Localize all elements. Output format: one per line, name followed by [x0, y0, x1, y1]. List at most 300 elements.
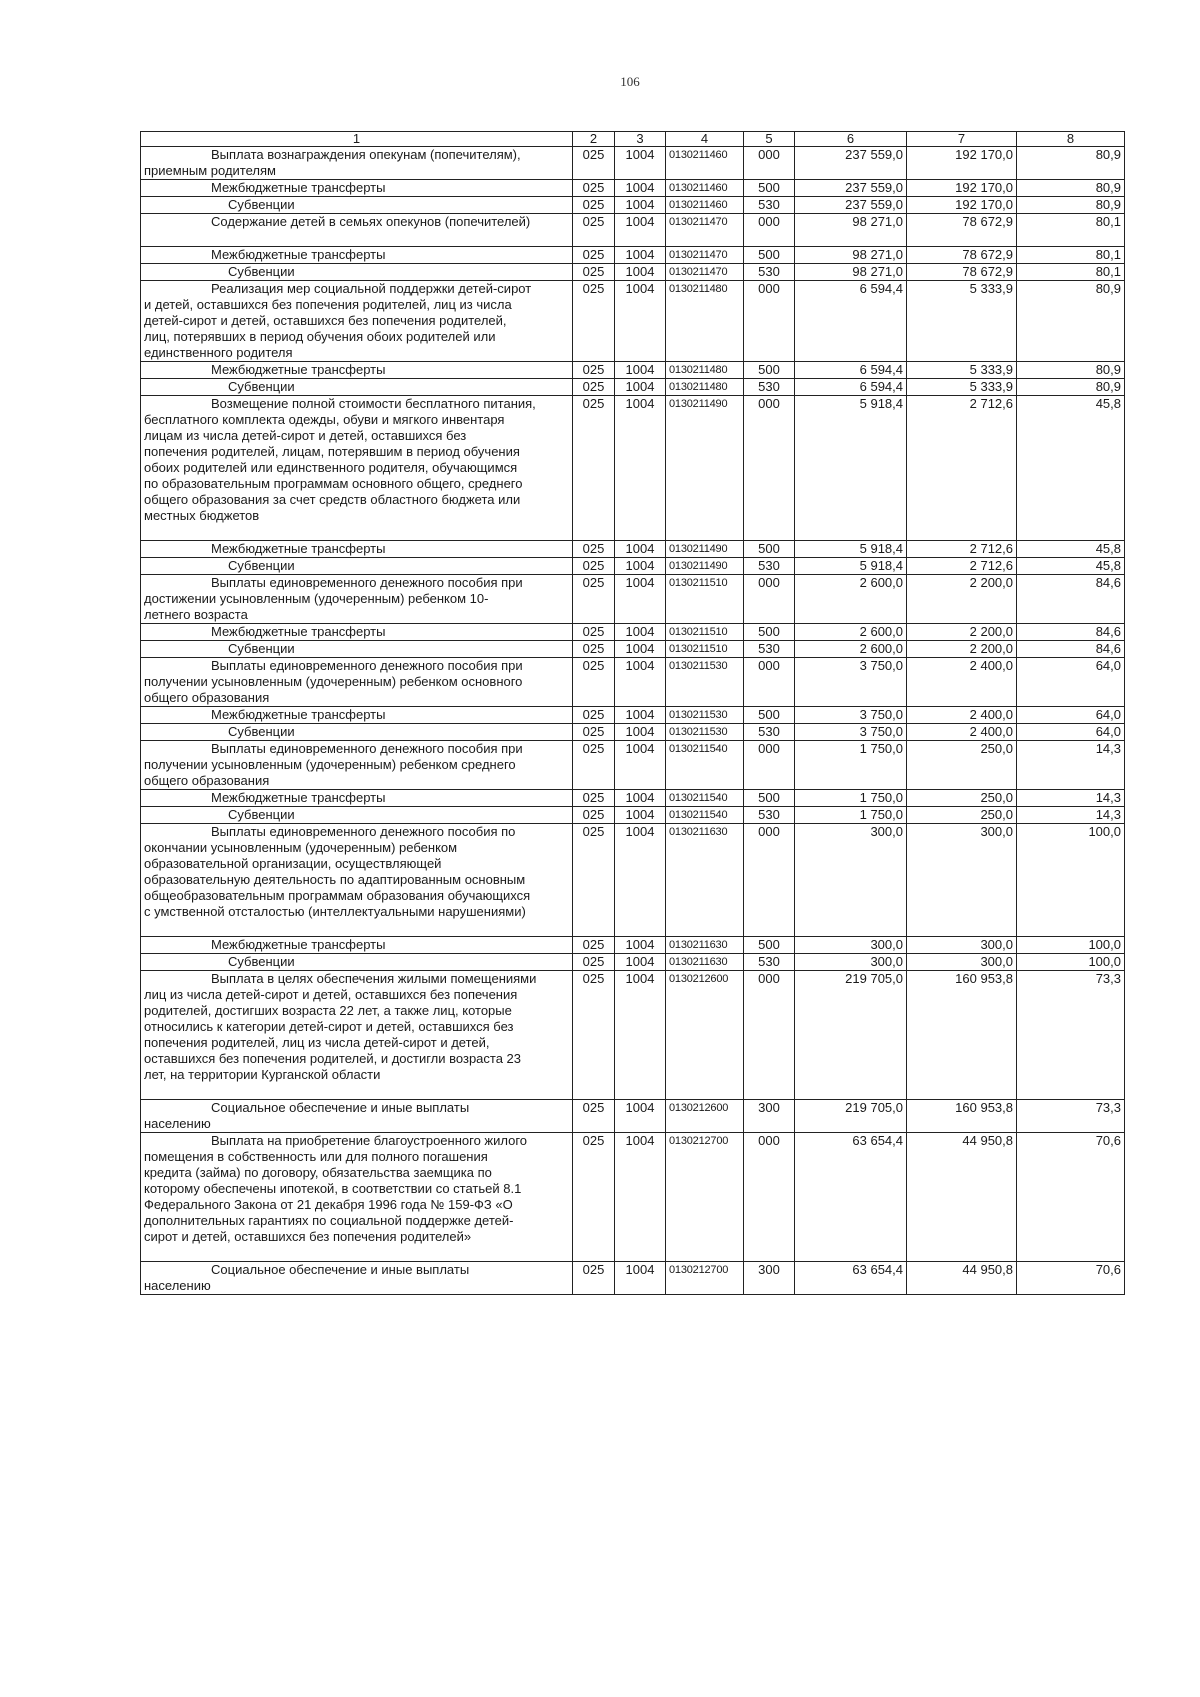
percent-cell: 80,1	[1017, 214, 1125, 247]
description-line: окончании усыновленным (удочеренным) ребенком	[144, 840, 458, 855]
admin-code-cell: 025	[573, 641, 615, 658]
table-row	[141, 658, 1125, 707]
approved-amount-cell: 219 705,0	[795, 1100, 907, 1133]
description-line: Федерального Закона от 21 декабря 1996 года № 159-ФЗ «О	[144, 1197, 513, 1212]
description-line: общего образования	[144, 773, 270, 788]
expense-type-cell: 500	[744, 790, 795, 807]
executed-amount-cell: 2 712,6	[907, 396, 1017, 541]
executed-amount-cell: 160 953,8	[907, 1100, 1017, 1133]
section-code-cell: 1004	[615, 575, 666, 624]
description-line: и детей, оставшихся без попечения родителей, лиц из числа	[144, 297, 512, 312]
table-row	[141, 824, 1125, 937]
table-row	[141, 197, 1125, 214]
description-line: общего образования за счет средств областного бюджета или	[144, 492, 521, 507]
approved-amount-cell: 5 918,4	[795, 541, 907, 558]
expense-type-cell: 530	[744, 558, 795, 575]
executed-amount-cell: 78 672,9	[907, 247, 1017, 264]
description-cell	[141, 790, 573, 807]
description-cell	[141, 558, 573, 575]
description-line: детей-сирот и детей, оставшихся без попечения родителей,	[144, 313, 507, 328]
expense-type-cell: 500	[744, 937, 795, 954]
percent-cell: 73,3	[1017, 971, 1125, 1100]
description-cell	[141, 1100, 573, 1133]
percent-cell: 84,6	[1017, 624, 1125, 641]
target-article-cell: 0130211530	[666, 707, 744, 724]
approved-amount-cell: 300,0	[795, 937, 907, 954]
admin-code-cell: 025	[573, 214, 615, 247]
header-cell-5: 5	[744, 132, 795, 147]
section-code-cell: 1004	[615, 658, 666, 707]
executed-amount-cell: 2 200,0	[907, 624, 1017, 641]
executed-amount-cell: 160 953,8	[907, 971, 1017, 1100]
description-line: помещения в собственность или для полного погашения	[144, 1149, 488, 1164]
admin-code-cell: 025	[573, 624, 615, 641]
target-article-cell: 0130211630	[666, 824, 744, 937]
description-line: Межбюджетные трансферты	[211, 790, 386, 805]
percent-cell: 14,3	[1017, 790, 1125, 807]
table-row	[141, 214, 1125, 247]
description-cell	[141, 247, 573, 264]
admin-code-cell: 025	[573, 971, 615, 1100]
header-cell-6: 6	[795, 132, 907, 147]
executed-amount-cell: 250,0	[907, 741, 1017, 790]
section-code-cell: 1004	[615, 971, 666, 1100]
approved-amount-cell: 6 594,4	[795, 362, 907, 379]
executed-amount-cell: 5 333,9	[907, 281, 1017, 362]
description-line: Межбюджетные трансферты	[211, 707, 386, 722]
description-line: лицам из числа детей-сирот и детей, оставшихся без	[144, 428, 467, 443]
approved-amount-cell: 6 594,4	[795, 281, 907, 362]
percent-cell: 80,9	[1017, 197, 1125, 214]
section-code-cell: 1004	[615, 281, 666, 362]
admin-code-cell: 025	[573, 658, 615, 707]
executed-amount-cell: 192 170,0	[907, 197, 1017, 214]
table-row	[141, 624, 1125, 641]
target-article-cell: 0130212700	[666, 1262, 744, 1295]
description-line: образовательную деятельность по адаптированным основным	[144, 872, 526, 887]
target-article-cell: 0130212600	[666, 1100, 744, 1133]
executed-amount-cell: 2 712,6	[907, 558, 1017, 575]
description-line: единственного родителя	[144, 345, 293, 360]
approved-amount-cell: 6 594,4	[795, 379, 907, 396]
description-line: населению	[144, 1278, 211, 1293]
description-cell	[141, 707, 573, 724]
table-row	[141, 264, 1125, 281]
percent-cell: 80,1	[1017, 264, 1125, 281]
percent-cell: 45,8	[1017, 541, 1125, 558]
expense-type-cell: 530	[744, 641, 795, 658]
description-cell	[141, 658, 573, 707]
table-row	[141, 575, 1125, 624]
description-cell	[141, 954, 573, 971]
section-code-cell: 1004	[615, 624, 666, 641]
budget-table	[140, 131, 1125, 1295]
executed-amount-cell: 78 672,9	[907, 264, 1017, 281]
section-code-cell: 1004	[615, 264, 666, 281]
target-article-cell: 0130211530	[666, 658, 744, 707]
percent-cell: 84,6	[1017, 575, 1125, 624]
description-line: Межбюджетные трансферты	[211, 937, 386, 952]
description-line: Выплаты единовременного денежного пособия при	[211, 741, 523, 756]
description-line: родителей, достигших возраста 22 лет, а также лиц, которые	[144, 1003, 512, 1018]
approved-amount-cell: 5 918,4	[795, 396, 907, 541]
executed-amount-cell: 2 400,0	[907, 724, 1017, 741]
section-code-cell: 1004	[615, 396, 666, 541]
expense-type-cell: 530	[744, 954, 795, 971]
target-article-cell: 0130211510	[666, 575, 744, 624]
description-line: с умственной отсталостью (интеллектуальными нарушениями)	[144, 904, 526, 919]
target-article-cell: 0130211470	[666, 264, 744, 281]
admin-code-cell: 025	[573, 1262, 615, 1295]
description-line: дополнительных гарантиях по социальной поддержке детей-	[144, 1213, 514, 1228]
executed-amount-cell: 192 170,0	[907, 180, 1017, 197]
expense-type-cell: 500	[744, 247, 795, 264]
description-cell	[141, 197, 573, 214]
percent-cell: 14,3	[1017, 741, 1125, 790]
percent-cell: 80,9	[1017, 362, 1125, 379]
target-article-cell: 0130211480	[666, 362, 744, 379]
description-line: кредита (займа) по договору, обязательства заемщика по	[144, 1165, 492, 1180]
description-line: получении усыновленным (удочеренным) ребенком основного	[144, 674, 523, 689]
executed-amount-cell: 300,0	[907, 954, 1017, 971]
description-line: Субвенции	[228, 954, 295, 969]
percent-cell: 80,9	[1017, 147, 1125, 180]
percent-cell: 80,9	[1017, 180, 1125, 197]
table-row	[141, 790, 1125, 807]
approved-amount-cell: 98 271,0	[795, 214, 907, 247]
section-code-cell: 1004	[615, 1133, 666, 1262]
executed-amount-cell: 2 400,0	[907, 707, 1017, 724]
section-code-cell: 1004	[615, 724, 666, 741]
description-cell	[141, 741, 573, 790]
approved-amount-cell: 300,0	[795, 824, 907, 937]
description-line: лет, на территории Курганской области	[144, 1067, 381, 1082]
executed-amount-cell: 300,0	[907, 824, 1017, 937]
admin-code-cell: 025	[573, 247, 615, 264]
approved-amount-cell: 219 705,0	[795, 971, 907, 1100]
section-code-cell: 1004	[615, 641, 666, 658]
target-article-cell: 0130211460	[666, 147, 744, 180]
admin-code-cell: 025	[573, 558, 615, 575]
percent-cell: 45,8	[1017, 558, 1125, 575]
table-row	[141, 247, 1125, 264]
description-cell	[141, 180, 573, 197]
section-code-cell: 1004	[615, 790, 666, 807]
percent-cell: 70,6	[1017, 1262, 1125, 1295]
target-article-cell: 0130211540	[666, 741, 744, 790]
target-article-cell: 0130211460	[666, 197, 744, 214]
description-line: летнего возраста	[144, 607, 248, 622]
approved-amount-cell: 1 750,0	[795, 790, 907, 807]
target-article-cell: 0130212700	[666, 1133, 744, 1262]
description-cell	[141, 396, 573, 541]
admin-code-cell: 025	[573, 379, 615, 396]
header-cell-2: 2	[573, 132, 615, 147]
description-cell	[141, 937, 573, 954]
description-line: относились к категории детей-сирот и детей, оставшихся без	[144, 1019, 514, 1034]
description-cell	[141, 362, 573, 379]
table-row	[141, 807, 1125, 824]
expense-type-cell: 000	[744, 214, 795, 247]
approved-amount-cell: 237 559,0	[795, 180, 907, 197]
expense-type-cell: 300	[744, 1262, 795, 1295]
expense-type-cell: 500	[744, 362, 795, 379]
description-line: Выплата вознаграждения опекунам (попечителям),	[211, 147, 521, 162]
expense-type-cell: 300	[744, 1100, 795, 1133]
admin-code-cell: 025	[573, 396, 615, 541]
expense-type-cell: 000	[744, 281, 795, 362]
target-article-cell: 0130211490	[666, 396, 744, 541]
description-line: обоих родителей или единственного родителя, обучающимся	[144, 460, 518, 475]
section-code-cell: 1004	[615, 1262, 666, 1295]
admin-code-cell: 025	[573, 1100, 615, 1133]
percent-cell: 45,8	[1017, 396, 1125, 541]
executed-amount-cell: 300,0	[907, 937, 1017, 954]
executed-amount-cell: 192 170,0	[907, 147, 1017, 180]
description-cell	[141, 575, 573, 624]
percent-cell: 100,0	[1017, 937, 1125, 954]
section-code-cell: 1004	[615, 1100, 666, 1133]
admin-code-cell: 025	[573, 197, 615, 214]
section-code-cell: 1004	[615, 214, 666, 247]
approved-amount-cell: 98 271,0	[795, 247, 907, 264]
executed-amount-cell: 2 200,0	[907, 575, 1017, 624]
table-row	[141, 724, 1125, 741]
description-line: общеобразовательным программам образования обучающихся	[144, 888, 531, 903]
description-line: Межбюджетные трансферты	[211, 624, 386, 639]
description-line: Межбюджетные трансферты	[211, 180, 386, 195]
approved-amount-cell: 300,0	[795, 954, 907, 971]
expense-type-cell: 530	[744, 807, 795, 824]
percent-cell: 73,3	[1017, 1100, 1125, 1133]
description-line: по образовательным программам основного общего, среднего	[144, 476, 523, 491]
target-article-cell: 0130211540	[666, 790, 744, 807]
target-article-cell: 0130211460	[666, 180, 744, 197]
target-article-cell: 0130211480	[666, 281, 744, 362]
admin-code-cell: 025	[573, 724, 615, 741]
target-article-cell: 0130211630	[666, 937, 744, 954]
table-row	[141, 180, 1125, 197]
table-row	[141, 707, 1125, 724]
section-code-cell: 1004	[615, 558, 666, 575]
description-line: общего образования	[144, 690, 270, 705]
description-line: достижении усыновленным (удочеренным) ребенком 10-	[144, 591, 489, 606]
percent-cell: 84,6	[1017, 641, 1125, 658]
admin-code-cell: 025	[573, 937, 615, 954]
expense-type-cell: 530	[744, 197, 795, 214]
expense-type-cell: 500	[744, 624, 795, 641]
header-cell-1: 1	[141, 132, 573, 147]
description-line: Выплаты единовременного денежного пособия по	[211, 824, 516, 839]
description-line: Возмещение полной стоимости бесплатного питания,	[211, 396, 536, 411]
table-row	[141, 1262, 1125, 1295]
expense-type-cell: 000	[744, 575, 795, 624]
description-line: Субвенции	[228, 264, 295, 279]
table-row	[141, 281, 1125, 362]
table-row	[141, 937, 1125, 954]
page-number: 106	[620, 74, 640, 89]
admin-code-cell: 025	[573, 807, 615, 824]
description-line: приемным родителям	[144, 163, 276, 178]
expense-type-cell: 000	[744, 147, 795, 180]
description-line: Субвенции	[228, 807, 295, 822]
section-code-cell: 1004	[615, 362, 666, 379]
description-line: Выплата в целях обеспечения жилыми помещениями	[211, 971, 537, 986]
percent-cell: 64,0	[1017, 658, 1125, 707]
description-cell	[141, 971, 573, 1100]
description-line: Субвенции	[228, 379, 295, 394]
expense-type-cell: 000	[744, 741, 795, 790]
table-row	[141, 379, 1125, 396]
admin-code-cell: 025	[573, 281, 615, 362]
description-line: лиц, потерявших в период обучения обоих родителей или	[144, 329, 496, 344]
expense-type-cell: 500	[744, 541, 795, 558]
percent-cell: 80,1	[1017, 247, 1125, 264]
section-code-cell: 1004	[615, 247, 666, 264]
description-line: Субвенции	[228, 641, 295, 656]
target-article-cell: 0130211530	[666, 724, 744, 741]
description-cell	[141, 724, 573, 741]
approved-amount-cell: 2 600,0	[795, 641, 907, 658]
percent-cell: 70,6	[1017, 1133, 1125, 1262]
description-cell	[141, 807, 573, 824]
description-cell	[141, 1262, 573, 1295]
target-article-cell: 0130212600	[666, 971, 744, 1100]
target-article-cell: 0130211490	[666, 558, 744, 575]
header-cell-7: 7	[907, 132, 1017, 147]
table-row	[141, 954, 1125, 971]
expense-type-cell: 500	[744, 180, 795, 197]
approved-amount-cell: 3 750,0	[795, 658, 907, 707]
table-row	[141, 641, 1125, 658]
table-row	[141, 1133, 1125, 1262]
table-row	[141, 396, 1125, 541]
description-line: попечения родителей, лицам, потерявшим в период обучения	[144, 444, 520, 459]
description-cell	[141, 147, 573, 180]
target-article-cell: 0130211540	[666, 807, 744, 824]
admin-code-cell: 025	[573, 741, 615, 790]
description-line: Реализация мер социальной поддержки детей-сирот	[211, 281, 532, 296]
description-line: Межбюджетные трансферты	[211, 362, 386, 377]
description-line: Выплата на приобретение благоустроенного жилого	[211, 1133, 528, 1148]
approved-amount-cell: 98 271,0	[795, 264, 907, 281]
header-cell-3: 3	[615, 132, 666, 147]
admin-code-cell: 025	[573, 541, 615, 558]
approved-amount-cell: 237 559,0	[795, 147, 907, 180]
description-cell	[141, 641, 573, 658]
description-cell	[141, 264, 573, 281]
executed-amount-cell: 78 672,9	[907, 214, 1017, 247]
description-line: попечения родителей, лиц из числа детей-сирот и детей,	[144, 1035, 490, 1050]
description-cell	[141, 379, 573, 396]
section-code-cell: 1004	[615, 937, 666, 954]
expense-type-cell: 530	[744, 379, 795, 396]
admin-code-cell: 025	[573, 264, 615, 281]
description-line: бесплатного комплекта одежды, обуви и мягкого инвентаря	[144, 412, 505, 427]
target-article-cell: 0130211470	[666, 214, 744, 247]
percent-cell: 80,9	[1017, 281, 1125, 362]
section-code-cell: 1004	[615, 807, 666, 824]
target-article-cell: 0130211630	[666, 954, 744, 971]
table-row	[141, 1100, 1125, 1133]
description-cell	[141, 1133, 573, 1262]
description-cell	[141, 624, 573, 641]
description-line: Выплаты единовременного денежного пособия при	[211, 658, 523, 673]
table-row	[141, 362, 1125, 379]
description-line: Субвенции	[228, 558, 295, 573]
percent-cell: 80,9	[1017, 379, 1125, 396]
description-line: Социальное обеспечение и иные выплаты	[211, 1262, 470, 1277]
description-line: Субвенции	[228, 724, 295, 739]
admin-code-cell: 025	[573, 575, 615, 624]
admin-code-cell: 025	[573, 824, 615, 937]
approved-amount-cell: 63 654,4	[795, 1262, 907, 1295]
executed-amount-cell: 250,0	[907, 807, 1017, 824]
description-line: лиц из числа детей-сирот и детей, оставшихся без попечения	[144, 987, 518, 1002]
percent-cell: 100,0	[1017, 824, 1125, 937]
section-code-cell: 1004	[615, 197, 666, 214]
table-row	[141, 558, 1125, 575]
target-article-cell: 0130211510	[666, 641, 744, 658]
executed-amount-cell: 2 712,6	[907, 541, 1017, 558]
description-line: образовательной организации, осуществляющей	[144, 856, 442, 871]
admin-code-cell: 025	[573, 707, 615, 724]
target-article-cell: 0130211490	[666, 541, 744, 558]
approved-amount-cell: 3 750,0	[795, 724, 907, 741]
table-row	[141, 971, 1125, 1100]
executed-amount-cell: 44 950,8	[907, 1133, 1017, 1262]
expense-type-cell: 530	[744, 724, 795, 741]
admin-code-cell: 025	[573, 147, 615, 180]
approved-amount-cell: 2 600,0	[795, 624, 907, 641]
description-cell	[141, 281, 573, 362]
expense-type-cell: 000	[744, 658, 795, 707]
section-code-cell: 1004	[615, 707, 666, 724]
executed-amount-cell: 5 333,9	[907, 362, 1017, 379]
executed-amount-cell: 44 950,8	[907, 1262, 1017, 1295]
description-line: Межбюджетные трансферты	[211, 541, 386, 556]
table-row	[141, 741, 1125, 790]
description-cell	[141, 824, 573, 937]
section-code-cell: 1004	[615, 541, 666, 558]
description-line: Содержание детей в семьях опекунов (попечителей)	[211, 214, 531, 229]
approved-amount-cell: 5 918,4	[795, 558, 907, 575]
admin-code-cell: 025	[573, 1133, 615, 1262]
description-line: Субвенции	[228, 197, 295, 212]
description-line: Выплаты единовременного денежного пособия при	[211, 575, 523, 590]
approved-amount-cell: 1 750,0	[795, 807, 907, 824]
target-article-cell: 0130211480	[666, 379, 744, 396]
admin-code-cell: 025	[573, 790, 615, 807]
section-code-cell: 1004	[615, 741, 666, 790]
section-code-cell: 1004	[615, 147, 666, 180]
percent-cell: 64,0	[1017, 724, 1125, 741]
description-cell	[141, 541, 573, 558]
executed-amount-cell: 5 333,9	[907, 379, 1017, 396]
section-code-cell: 1004	[615, 954, 666, 971]
expense-type-cell: 000	[744, 1133, 795, 1262]
expense-type-cell: 000	[744, 396, 795, 541]
approved-amount-cell: 3 750,0	[795, 707, 907, 724]
description-line: которому обеспечены ипотекой, в соответствии со статьей 8.1	[144, 1181, 522, 1196]
description-line: получении усыновленным (удочеренным) ребенком среднего	[144, 757, 516, 772]
admin-code-cell: 025	[573, 954, 615, 971]
table-row	[141, 541, 1125, 558]
description-cell	[141, 214, 573, 247]
executed-amount-cell: 2 400,0	[907, 658, 1017, 707]
admin-code-cell: 025	[573, 362, 615, 379]
description-line: Межбюджетные трансферты	[211, 247, 386, 262]
